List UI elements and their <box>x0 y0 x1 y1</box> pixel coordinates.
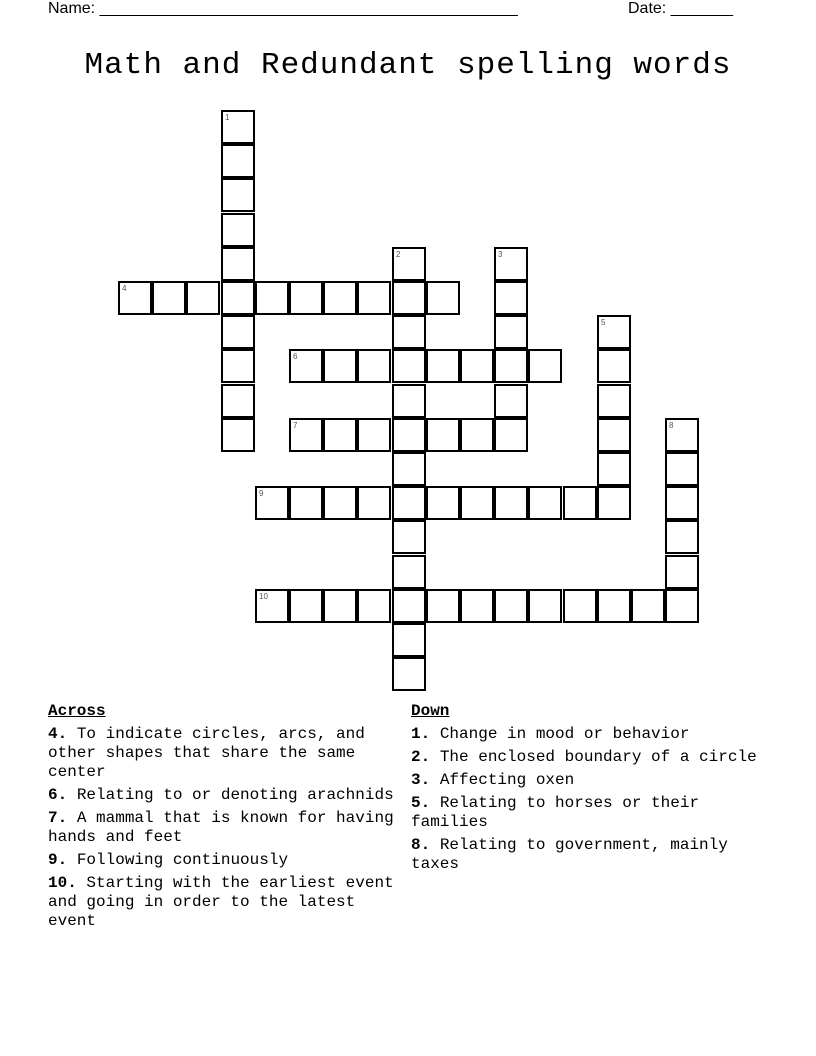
grid-cell[interactable] <box>392 349 426 383</box>
grid-cell[interactable] <box>255 589 289 623</box>
grid-cell[interactable] <box>494 281 528 315</box>
grid-cell[interactable] <box>665 452 699 486</box>
grid-cell[interactable] <box>665 486 699 520</box>
across-clue-4: 4. To indicate circles, arcs, and other shapes that share the same center <box>48 725 365 781</box>
grid-cell[interactable] <box>289 349 323 383</box>
grid-cell[interactable] <box>528 589 562 623</box>
grid-cell[interactable] <box>221 418 255 452</box>
clue-number-label: 9 <box>259 489 264 498</box>
grid-cell[interactable] <box>323 486 357 520</box>
grid-cell[interactable] <box>221 247 255 281</box>
grid-cell[interactable] <box>631 589 665 623</box>
grid-cell[interactable] <box>221 281 255 315</box>
down-heading: Down <box>411 702 450 720</box>
grid-cell[interactable] <box>426 349 460 383</box>
grid-cell[interactable] <box>494 247 528 281</box>
grid-cell[interactable] <box>494 589 528 623</box>
grid-cell[interactable] <box>597 486 631 520</box>
down-clue-8: 8. Relating to government, mainly taxes <box>411 836 728 873</box>
across-clue-6: 6. Relating to or denoting arachnids <box>48 786 394 804</box>
grid-cell[interactable] <box>392 418 426 452</box>
grid-cell[interactable] <box>221 384 255 418</box>
grid-cell[interactable] <box>528 486 562 520</box>
clue-number-label: 4 <box>122 284 127 293</box>
grid-cell[interactable] <box>357 418 391 452</box>
grid-cell[interactable] <box>665 589 699 623</box>
grid-cell[interactable] <box>528 349 562 383</box>
across-clue-9: 9. Following continuously <box>48 851 289 869</box>
clue-number-label: 1 <box>225 113 230 122</box>
grid-cell[interactable] <box>494 315 528 349</box>
grid-cell[interactable] <box>460 486 494 520</box>
grid-cell[interactable] <box>665 520 699 554</box>
grid-cell[interactable] <box>392 589 426 623</box>
grid-cell[interactable] <box>426 589 460 623</box>
grid-cell[interactable] <box>460 589 494 623</box>
grid-cell[interactable] <box>323 281 357 315</box>
grid-cell[interactable] <box>392 452 426 486</box>
grid-cell[interactable] <box>392 281 426 315</box>
grid-cell[interactable] <box>563 486 597 520</box>
grid-cell[interactable] <box>221 110 255 144</box>
grid-cell[interactable] <box>152 281 186 315</box>
grid-cell[interactable] <box>323 418 357 452</box>
date-field-line: Date: _______ <box>628 0 733 17</box>
grid-cell[interactable] <box>494 418 528 452</box>
grid-cell[interactable] <box>597 452 631 486</box>
grid-cell[interactable] <box>597 315 631 349</box>
grid-cell[interactable] <box>392 657 426 691</box>
puzzle-title: Math and Redundant spelling words <box>84 48 732 83</box>
grid-cell[interactable] <box>392 247 426 281</box>
down-clue-5: 5. Relating to horses or their families <box>411 794 700 831</box>
name-field-line: Name: _______________________________________________ <box>48 0 518 17</box>
across-clue-7: 7. A mammal that is known for having hands and feet <box>48 809 394 846</box>
grid-cell[interactable] <box>221 213 255 247</box>
grid-cell[interactable] <box>494 486 528 520</box>
grid-cell[interactable] <box>597 349 631 383</box>
grid-cell[interactable] <box>665 555 699 589</box>
grid-cell[interactable] <box>221 315 255 349</box>
clue-number-label: 3 <box>498 250 503 259</box>
clue-number-label: 2 <box>396 250 401 259</box>
grid-cell[interactable] <box>597 589 631 623</box>
grid-cell[interactable] <box>460 349 494 383</box>
grid-cell[interactable] <box>255 281 289 315</box>
grid-cell[interactable] <box>289 589 323 623</box>
grid-cell[interactable] <box>426 486 460 520</box>
grid-cell[interactable] <box>323 589 357 623</box>
grid-cell[interactable] <box>323 349 357 383</box>
down-clue-3: 3. Affecting oxen <box>411 771 575 789</box>
grid-cell[interactable] <box>221 144 255 178</box>
grid-cell[interactable] <box>563 589 597 623</box>
down-clues <box>411 702 771 878</box>
grid-cell[interactable] <box>357 281 391 315</box>
grid-cell[interactable] <box>289 486 323 520</box>
down-clue-2: 2. The enclosed boundary of a circle <box>411 748 757 766</box>
across-clue-10: 10. Starting with the earliest event and going in order to the latest event <box>48 874 394 930</box>
grid-cell[interactable] <box>426 281 460 315</box>
grid-cell[interactable] <box>357 349 391 383</box>
grid-cell[interactable] <box>186 281 220 315</box>
grid-cell[interactable] <box>494 384 528 418</box>
grid-cell[interactable] <box>392 520 426 554</box>
clue-number-label: 5 <box>601 318 606 327</box>
grid-cell[interactable] <box>392 384 426 418</box>
across-heading: Across <box>48 702 106 720</box>
grid-cell[interactable] <box>597 384 631 418</box>
grid-cell[interactable] <box>289 418 323 452</box>
grid-cell[interactable] <box>221 178 255 212</box>
down-clue-1: 1. Change in mood or behavior <box>411 725 690 743</box>
grid-cell[interactable] <box>460 418 494 452</box>
grid-cell[interactable] <box>357 486 391 520</box>
grid-cell[interactable] <box>494 349 528 383</box>
grid-cell[interactable] <box>118 281 152 315</box>
grid-cell[interactable] <box>289 281 323 315</box>
grid-cell[interactable] <box>597 418 631 452</box>
across-clues <box>48 702 408 935</box>
grid-cell[interactable] <box>392 555 426 589</box>
grid-cell[interactable] <box>357 589 391 623</box>
grid-cell[interactable] <box>426 418 460 452</box>
clue-number-label: 10 <box>259 592 268 601</box>
grid-cell[interactable] <box>392 486 426 520</box>
grid-cell[interactable] <box>665 418 699 452</box>
grid-cell[interactable] <box>392 623 426 657</box>
grid-cell[interactable] <box>255 486 289 520</box>
grid-cell[interactable] <box>221 349 255 383</box>
grid-cell[interactable] <box>392 315 426 349</box>
clue-number-label: 6 <box>293 352 298 361</box>
clue-number-label: 7 <box>293 421 298 430</box>
clue-number-label: 8 <box>669 421 674 430</box>
